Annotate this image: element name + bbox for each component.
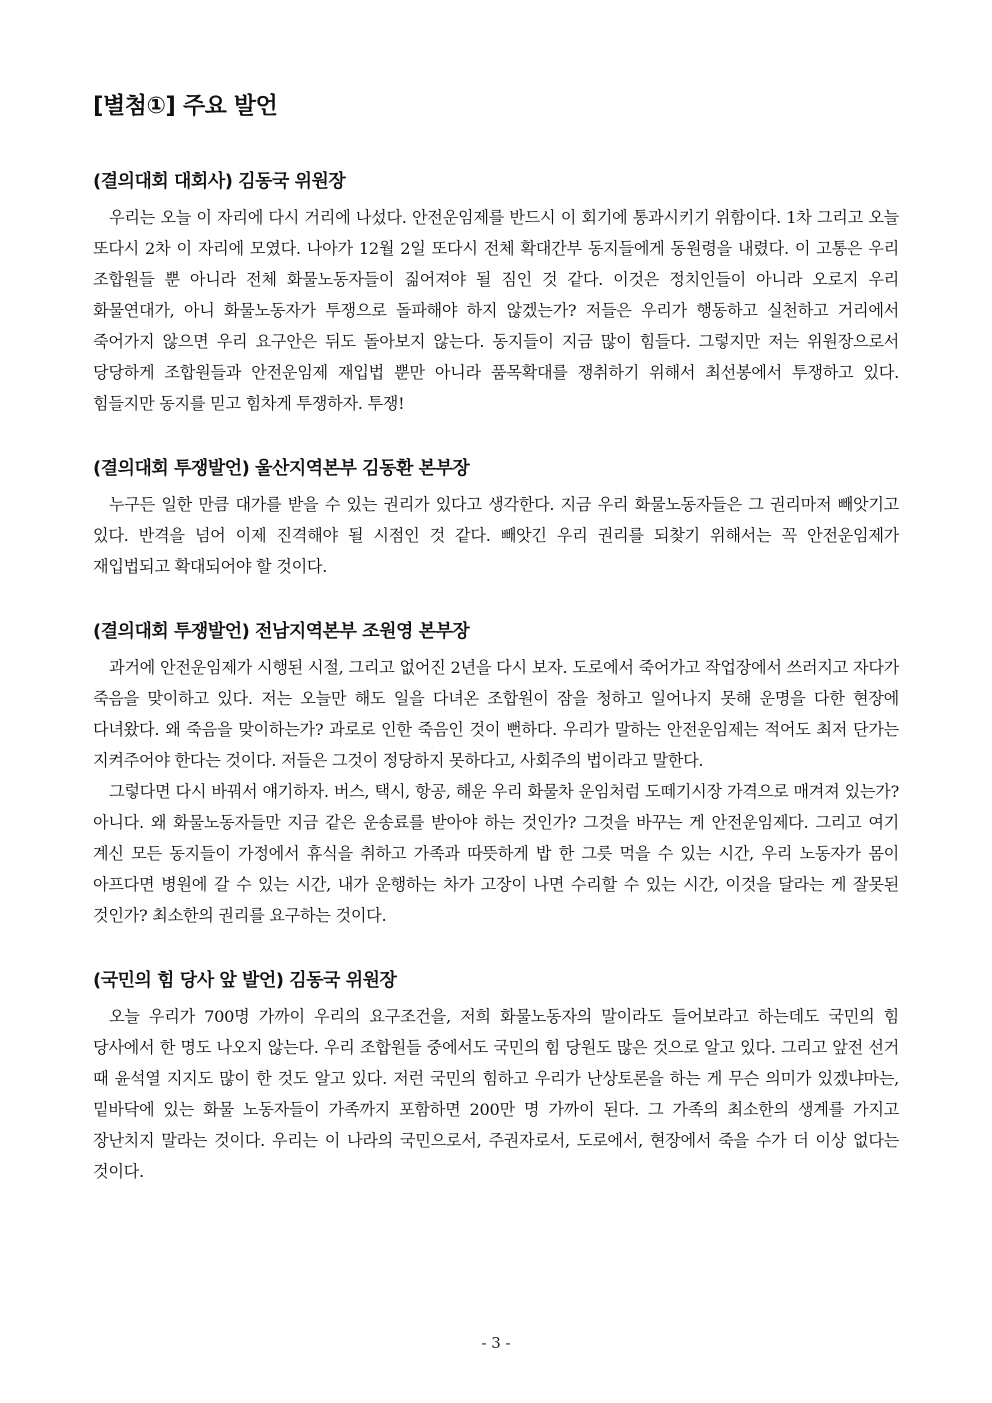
section-heading: (결의대회 투쟁발언) 울산지역본부 김동환 본부장 <box>93 458 470 479</box>
page-number: - 3 - <box>481 1334 511 1352</box>
section-heading: (국민의 힘 당사 앞 발언) 김동국 위원장 <box>93 970 397 991</box>
speech-paragraph: 우리는 오늘 이 자리에 다시 거리에 나섰다. 안전운임제를 반드시 이 회기에 통과시키기 위함이다. 1차 그리고 오늘 또다시 2차 이 자리에 모였다. 나아가 12월 2일 또다시 전체 확대간부 동지들에게 동원령을 내렸다. 이 고통은 우리 조합원들 뿐 아니라 전체 화물노동자들이 짊어져야 될 짐인 것 같다. 이것은 정치인들이 아니라 오로지 우리 화물연대가, 아니 화물노동자가 투쟁으로 돌파해야 하지 않겠는가? 저들은 우리가 행동하고 실천하고 거리에서 죽어가지 않으면 우리 요구안은 뒤도 돌아보지 않는다. 동지들이 지금 많이 힘들다. 그렇지만 저는 위원장으로서 당당하게 조합원들과 안전운임제 재입법 뿐만 아니라 품목확대를 쟁취하기 위해서 최선봉에서 투쟁하고 있다. 힘들지만 동지를 믿고 힘차게 투쟁하자. 투쟁! <box>93 208 899 413</box>
section-heading: (결의대회 투쟁발언) 전남지역본부 조원영 본부장 <box>93 621 470 642</box>
speech-paragraph: 과거에 안전운임제가 시행된 시절, 그리고 없어진 2년을 다시 보자. 도로에서 죽어가고 작업장에서 쓰러지고 자다가 죽음을 맞이하고 있다. 저는 오늘만 해도 일을 다녀온 조합원이 잠을 청하고 일어나지 못해 운명을 다한 현장에 다녀왔다. 왜 죽음을 맞이하는가? 과로로 인한 죽음인 것이 뻔하다. 우리가 말하는 안전운임제는 적어도 최저 단가는 지켜주어야 한다는 것이다. 저들은 그것이 정당하지 못하다고, 사회주의 법이라고 말한다. <box>93 658 899 770</box>
speech-paragraph: 그렇다면 다시 바꿔서 얘기하자. 버스, 택시, 항공, 해운 우리 화물차 운임처럼 도떼기시장 가격으로 매겨져 있는가? 아니다. 왜 화물노동자들만 지금 같은 운송료를 받아야 하는 것인가? 그것을 바꾸는 게 안전운임제다. 그리고 여기 계신 모든 동지들이 가정에서 휴식을 취하고 가족과 따뜻하게 밥 한 그릇 먹을 수 있는 시간, 우리 노동자가 몸이 아프다면 병원에 갈 수 있는 시간, 내가 운행하는 차가 고장이 나면 수리할 수 있는 시간, 이것을 달라는 게 잘못된 것인가? 최소한의 권리를 요구하는 것이다. <box>93 782 899 925</box>
document-title: [별첨①] 주요 발언 <box>93 93 278 119</box>
speech-section <box>93 168 899 419</box>
section-heading: (결의대회 대회사) 김동국 위원장 <box>93 171 346 192</box>
speech-section <box>93 967 899 1187</box>
speech-paragraph: 누구든 일한 만큼 대가를 받을 수 있는 권리가 있다고 생각한다. 지금 우리 화물노동자들은 그 권리마저 빼앗기고 있다. 반격을 넘어 이제 진격해야 될 시점인 것 같다. 빼앗긴 우리 권리를 되찾기 위해서는 꼭 안전운임제가 재입법되고 확대되어야 할 것이다. <box>93 495 899 576</box>
speech-section <box>93 618 899 931</box>
speech-paragraph: 오늘 우리가 700명 가까이 우리의 요구조건을, 저희 화물노동자의 말이라도 들어보라고 하는데도 국민의 힘 당사에서 한 명도 나오지 않는다. 우리 조합원들 중에서도 국민의 힘 당원도 많은 것으로 알고 있다. 그리고 앞전 선거 때 윤석열 지지도 많이 한 것도 알고 있다. 저런 국민의 힘하고 우리가 난상토론을 하는 게 무슨 의미가 있겠냐마는, 밑바닥에 있는 화물 노동자들이 가족까지 포함하면 200만 명 가까이 된다. 그 가족의 최소한의 생계를 가지고 장난치지 말라는 것이다. 우리는 이 나라의 국민으로서, 주권자로서, 도로에서, 현장에서 죽을 수가 더 이상 없다는 것이다. <box>93 1007 899 1181</box>
speech-section <box>93 455 899 582</box>
document-page <box>93 88 899 1223</box>
